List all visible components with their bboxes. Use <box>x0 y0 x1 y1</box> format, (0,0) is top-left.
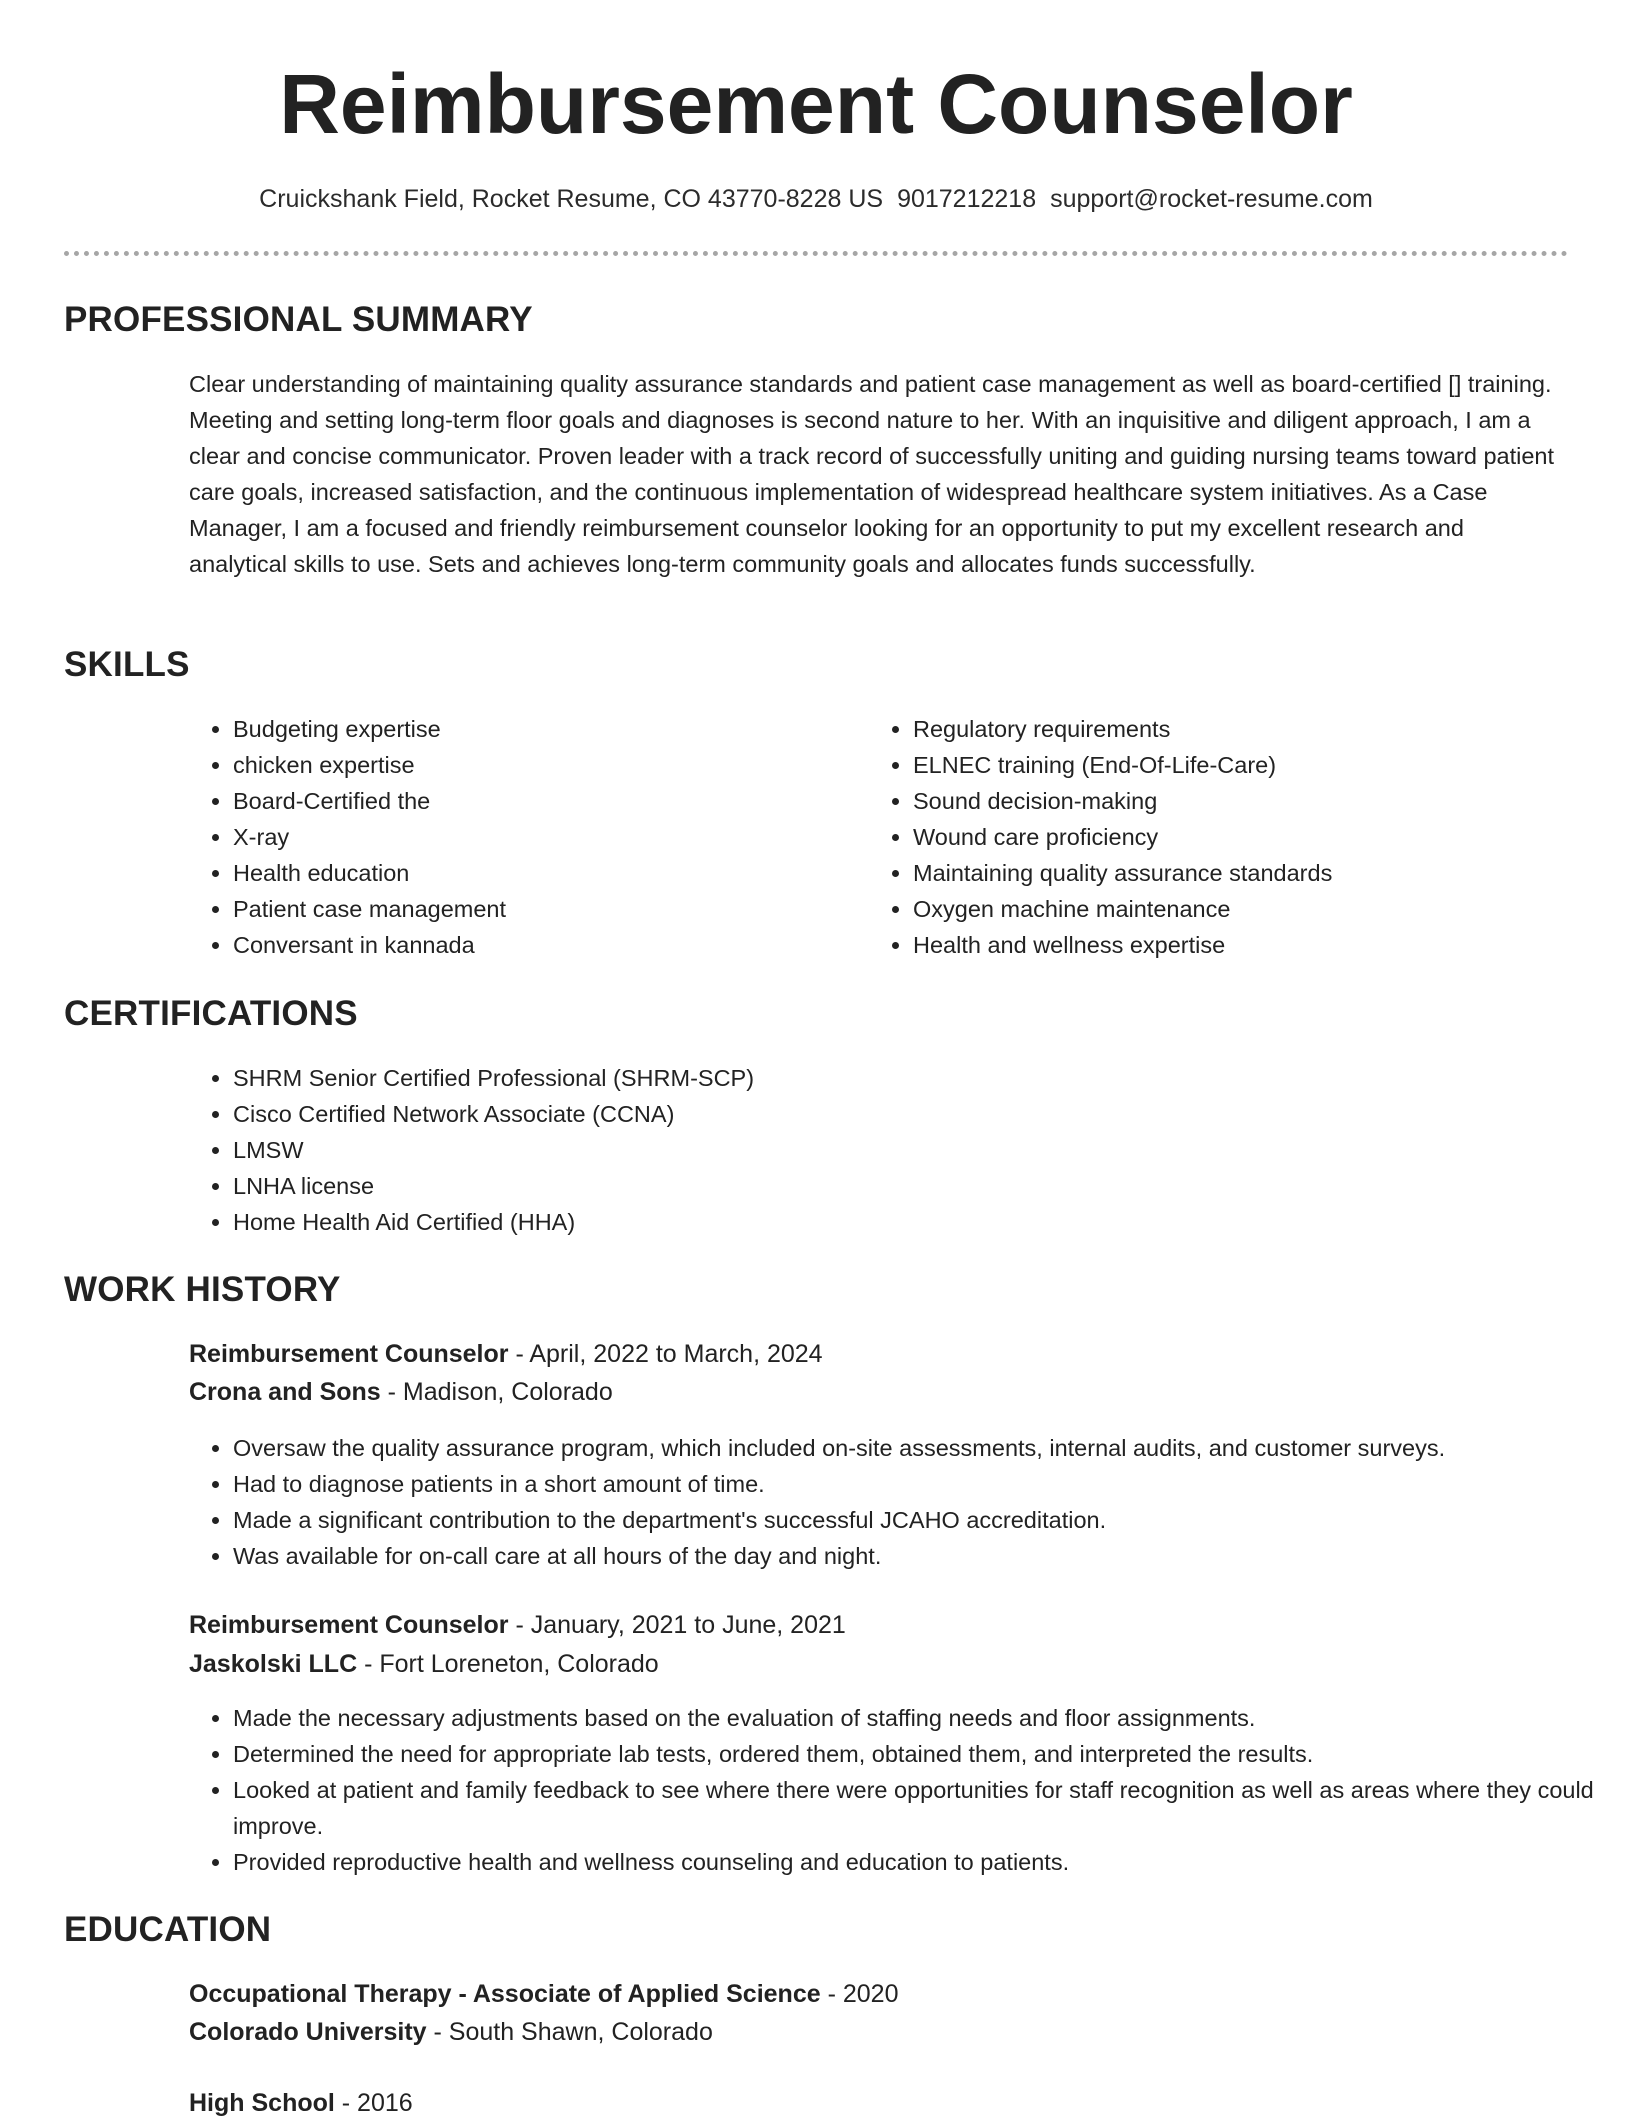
job-bullets <box>189 1430 1603 1574</box>
skill-item: • Budgeting expertise <box>233 711 833 747</box>
contact-line <box>0 183 1632 215</box>
job-role: Reimbursement Counselor <box>189 1611 509 1639</box>
job-bullet: • Made a significant contribution to the department's successful JCAHO accreditation. <box>233 1502 1603 1538</box>
contact-email: support@rocket-resume.com <box>1050 185 1373 213</box>
job-bullet: • Determined the need for appropriate lab tests, ordered them, obtained them, and interpreted the results. <box>233 1736 1613 1772</box>
job-company: Jaskolski LLC <box>189 1650 358 1678</box>
certification-item: • SHRM Senior Certified Professional (SHRM-SCP) <box>233 1060 1603 1096</box>
certification-item: • LMSW <box>233 1132 1603 1168</box>
certification-item: • LNHA license <box>233 1168 1603 1204</box>
job-bullet: • Had to diagnose patients in a short amount of time. <box>233 1466 1603 1502</box>
job-role: Reimbursement Counselor <box>189 1340 509 1368</box>
summary-heading: PROFESSIONAL SUMMARY <box>64 300 533 339</box>
skill-item: • Health and wellness expertise <box>913 927 1603 963</box>
certification-item: • Cisco Certified Network Associate (CCNA) <box>233 1096 1603 1132</box>
skills-list-right <box>869 711 1603 963</box>
skill-item: • chicken expertise <box>233 747 833 783</box>
education-school-line <box>189 2014 713 2050</box>
job-company-line <box>189 1374 613 1410</box>
education-degree-line <box>189 2085 413 2121</box>
job-location: - Madison, Colorado <box>380 1378 613 1406</box>
education-location: - South Shawn, Colorado <box>426 2018 713 2046</box>
skill-item: • ELNEC training (End-Of-Life-Care) <box>913 747 1603 783</box>
skills-list-left <box>189 711 833 963</box>
education-degree: High School <box>189 2089 335 2117</box>
education-degree: Occupational Therapy - Associate of Applied Science <box>189 1980 821 2008</box>
job-dates: - April, 2022 to March, 2024 <box>508 1340 823 1368</box>
job-bullet: • Looked at patient and family feedback to see where there were opportunities for staff recognition as well as areas where they could improve. <box>233 1772 1613 1844</box>
education-degree-line <box>189 1976 898 2012</box>
contact-phone: 9017212218 <box>897 185 1037 213</box>
skill-item: • X-ray <box>233 819 833 855</box>
job-bullet: • Oversaw the quality assurance program, which included on-site assessments, internal audits, and customer surveys. <box>233 1430 1603 1466</box>
summary-text: Clear understanding of maintaining quality assurance standards and patient case management as well as board-certified [] training. Meeting and setting long-term floor goals and diagnoses is second nature to her. With an inquisitive and diligent approach, I am a clear and concise communicator. Proven leader with a track record of successfully uniting and guiding nursing teams toward patient care goals, increased satisfaction, and the continuous implementation of widespread healthcare system initiatives. As a Case Manager, I am a focused and friendly reimbursement counselor looking for an opportunity to put my excellent research and analytical skills to use. Sets and achieves long-term community goals and allocates funds successfully. <box>189 371 1555 577</box>
job-dates: - January, 2021 to June, 2021 <box>508 1611 846 1639</box>
skill-item: • Conversant in kannada <box>233 927 833 963</box>
job-bullet: • Made the necessary adjustments based on the evaluation of staffing needs and floor assignments. <box>233 1700 1613 1736</box>
certifications-list <box>189 1060 1603 1240</box>
contact-address: Cruickshank Field, Rocket Resume, CO 43770-8228 US <box>259 185 884 213</box>
skill-item: • Health education <box>233 855 833 891</box>
skill-item: • Board-Certified the <box>233 783 833 819</box>
skill-item: • Wound care proficiency <box>913 819 1603 855</box>
work-history-heading: WORK HISTORY <box>64 1270 341 1309</box>
skill-item: • Oxygen machine maintenance <box>913 891 1603 927</box>
skill-item: • Regulatory requirements <box>913 711 1603 747</box>
education-year: - 2016 <box>334 2089 413 2117</box>
skill-item: • Patient case management <box>233 891 833 927</box>
job-bullet: • Provided reproductive health and wellness counseling and education to patients. <box>233 1844 1613 1880</box>
job-company: Crona and Sons <box>189 1378 381 1406</box>
job-title-line <box>189 1607 846 1643</box>
job-company-line <box>189 1646 659 1682</box>
certifications-heading: CERTIFICATIONS <box>64 994 358 1033</box>
job-title-line <box>189 1336 823 1372</box>
header-divider <box>64 251 1568 256</box>
skill-item: • Maintaining quality assurance standards <box>913 855 1603 891</box>
skill-item: • Sound decision-making <box>913 783 1603 819</box>
job-bullet: • Was available for on-call care at all hours of the day and night. <box>233 1538 1603 1574</box>
job-bullets <box>189 1700 1613 1880</box>
education-school: Colorado University <box>189 2018 427 2046</box>
education-year: - 2020 <box>820 1980 899 2008</box>
education-heading: EDUCATION <box>64 1910 272 1949</box>
job-location: - Fort Loreneton, Colorado <box>357 1650 659 1678</box>
skills-heading: SKILLS <box>64 645 190 684</box>
certification-item: • Home Health Aid Certified (HHA) <box>233 1204 1603 1240</box>
candidate-name: Reimbursement Counselor <box>279 57 1353 151</box>
